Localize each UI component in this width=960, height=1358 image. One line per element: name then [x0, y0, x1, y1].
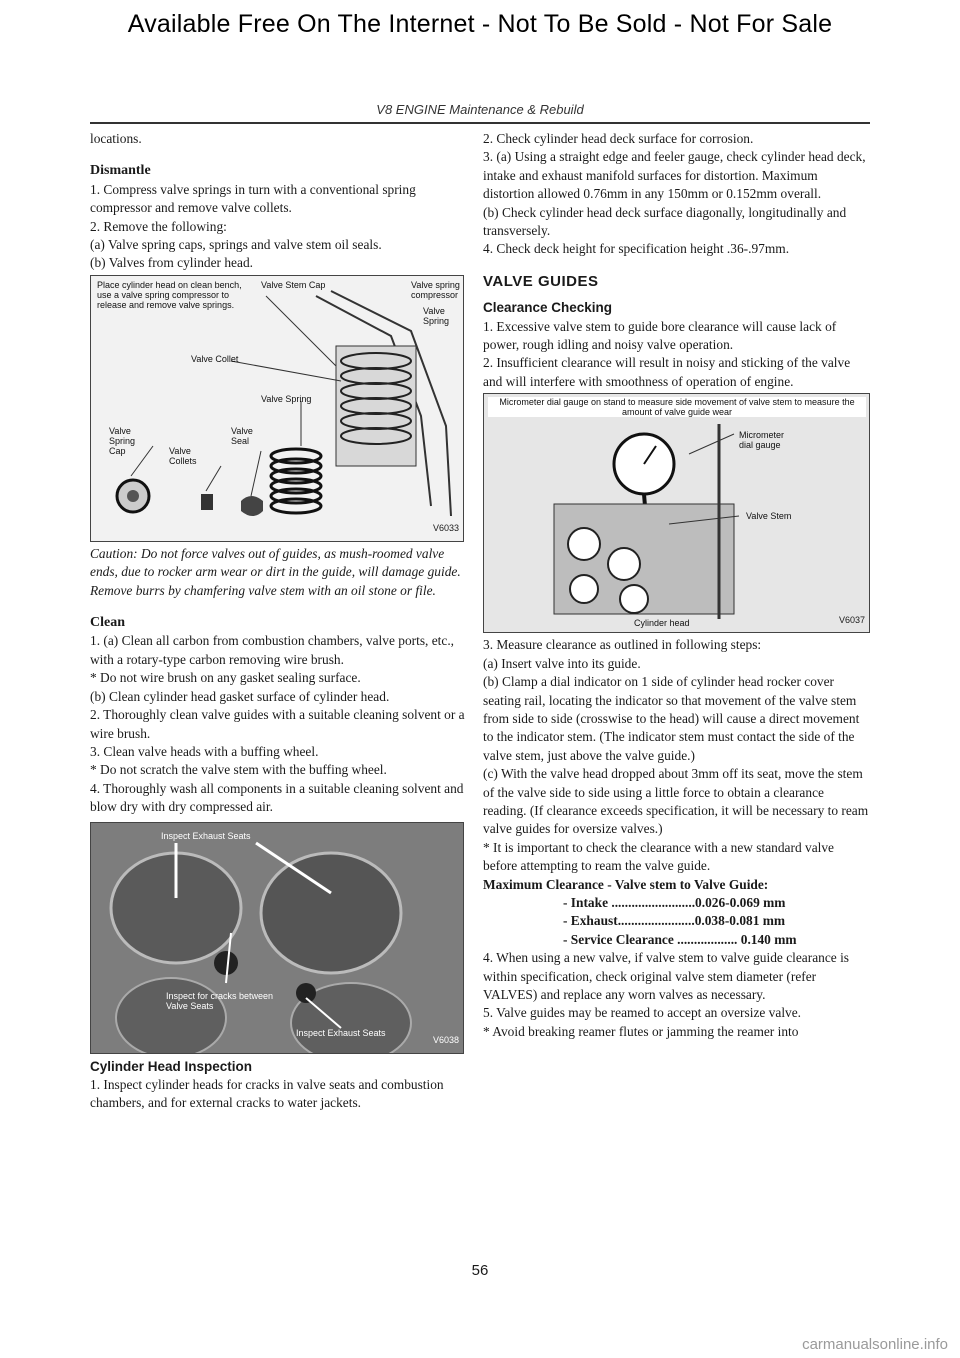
figure-cylinder-head-photo: [90, 822, 464, 1054]
copyright-banner: Available Free On The Internet - Not To Be Sold - Not For Sale: [127, 10, 833, 38]
spec-exhaust: - Exhaust.......................0.038-0.081 mm: [563, 913, 786, 929]
inspect-step-2: 2. Check cylinder head deck surface for corrosion.: [483, 131, 754, 146]
heading-dismantle: Dismantle: [90, 163, 151, 179]
heading-valve-guides: VALVE GUIDES: [483, 272, 599, 290]
guide-note-3: * It is important to check the clearance with a new standard valve before attempting to ream the valve guide.: [483, 839, 834, 874]
inspect-step-3a: 3. (a) Using a straight edge and feeler gauge, check cylinder head deck, intake and exhaust manifold surfaces for distortion. Maximum distortion allowed 0.76mm in any 150mm or 0.152mm overall.: [483, 149, 866, 202]
heading-cylinder-head-inspection: Cylinder Head Inspection: [90, 1058, 253, 1074]
clean-note-3: * Do not scratch the valve stem with the buffing wheel.: [90, 762, 387, 778]
label-valve-seal: Valve Seal: [231, 425, 253, 446]
clean-step-4: 4. Thoroughly wash all components in a suitable cleaning solvent and blow dry with dry compressed air.: [90, 780, 464, 815]
inspect-step-1: 1. Inspect cylinder heads for cracks in valve seats and combustion chambers, and for external cracks to water jackets.: [90, 1076, 444, 1111]
page-number: 56: [471, 1262, 489, 1279]
spec-intake: - Intake .........................0.026-0.069 mm: [563, 894, 786, 910]
guide-step-2: 2. Insufficient clearance will result in noisy and sticking of the valve and will interfere with smoothness of operation of engine.: [483, 355, 851, 389]
valve-spring-illustration: [91, 276, 463, 541]
clean-step-3: 3. Clean valve heads with a buffing wheel.: [90, 743, 319, 759]
label-valve-stem: Valve Stem: [746, 511, 792, 522]
figure-valve-spring-compressor: [90, 275, 464, 542]
label-valve-spring-compressor: Valve spring compressor: [411, 279, 460, 300]
label-valve-stem-cap: Valve Stem Cap: [261, 279, 326, 290]
guide-step-1: 1. Excessive valve stem to guide bore clearance will cause lack of power, rough idling and noisy valve operation.: [483, 318, 837, 353]
max-clearance-title: Maximum Clearance - Valve stem to Valve Guide:: [483, 876, 769, 892]
clean-note-1: * Do not wire brush on any gasket sealing surface.: [90, 670, 361, 686]
inspect-step-3b: (b) Check cylinder head deck surface diagonally, longitudinally and transversely.: [483, 204, 847, 239]
callout-dial-gauge: Micrometer dial gauge on stand to measure side movement of valve stem to measure the amount of valve guide wear: [488, 397, 866, 417]
label-inspect-cracks: Inspect for cracks between Valve Seats: [166, 990, 274, 1011]
clean-step-2: 2. Thoroughly clean valve guides with a suitable cleaning solvent or a wire brush.: [90, 707, 465, 741]
label-inspect-exhaust-top: Inspect Exhaust Seats: [161, 830, 251, 841]
continued-text: locations.: [90, 131, 142, 146]
dismantle-step-2a: (a) Valve spring caps, springs and valve stem oil seals.: [90, 237, 382, 253]
figure-dial-gauge: [483, 393, 870, 633]
figure-code: V6033: [432, 523, 459, 534]
heading-clearance-checking: Clearance Checking: [483, 300, 613, 316]
callout-place-head: Place cylinder head on clean bench, use a valve spring compressor to release and remove valve springs.: [97, 279, 242, 310]
spec-service: - Service Clearance .................. 0.140 mm: [563, 931, 797, 947]
label-valve-spring-right: Valve Spring: [423, 305, 450, 326]
left-column: [90, 130, 465, 1113]
guide-step-3a: (a) Insert valve into its guide.: [483, 655, 641, 671]
cylinder-head-photo-illustration: [91, 823, 463, 1053]
heading-clean: Clean: [90, 615, 125, 631]
running-head: V8 ENGINE Maintenance & Rebuild: [376, 102, 584, 117]
dismantle-step-2b: (b) Valves from cylinder head.: [90, 255, 253, 271]
figure-code: V6037: [838, 614, 865, 625]
clean-step-1a: 1. (a) Clean all carbon from combustion chambers, valve ports, etc., with a rotary-type carbon removing wire brush.: [90, 633, 455, 667]
guide-step-3c: (c) With the valve head dropped about 3mm off its seat, move the stem of the valve side to side using a little force to obtain a clearance reading. (If clearance exceeds specification, it will be necessary to ream valve guides for oversize valves.): [483, 766, 869, 837]
label-cylinder-head: Cylinder head: [634, 618, 690, 629]
label-valve-spring-cap: Valve Spring Cap: [109, 425, 136, 456]
footer-watermark: carmanualsonline.info: [802, 1336, 948, 1353]
guide-step-3b: (b) Clamp a dial indicator on 1 side of cylinder head rocker cover seating rail, locating the indicator so that movement of the valve stem from side to side (crosswise to the head) will cause a direct movement to the indicator stem. (The indicator stem must contact the side of the valve stem, just above the valve guide.): [483, 674, 860, 763]
clean-step-1b: (b) Clean cylinder head gasket surface of cylinder head.: [90, 688, 390, 704]
dismantle-step-1: 1. Compress valve springs in turn with a conventional spring compressor and remove valve collets.: [90, 181, 416, 216]
inspect-step-4: 4. Check deck height for specification height .36-.97mm.: [483, 241, 790, 257]
label-micrometer-dial-gauge: Micrometer dial gauge: [739, 430, 785, 451]
dial-gauge-illustration: [484, 394, 869, 632]
guide-step-4: 4. When using a new valve, if valve stem to valve guide clearance is within specification, check original valve stem diameter (refer VALVES) and replace any worn valves as necessary.: [483, 950, 850, 1002]
dismantle-step-2: 2. Remove the following:: [90, 218, 227, 234]
label-valve-collets: Valve Collets: [169, 445, 197, 466]
guide-step-5: 5. Valve guides may be reamed to accept an oversize valve.: [483, 1005, 802, 1021]
label-valve-collet: Valve Collet: [191, 353, 239, 364]
caution-note: Caution: Do not force valves out of guides, as mush-roomed valve ends, due to rocker arm wear or dirt in the guide, will damage guide. Remove burrs by chamfering valve stem with an oil stone or file.: [90, 545, 461, 598]
figure-code: V6038: [432, 1035, 459, 1046]
label-valve-spring-center: Valve Spring: [261, 393, 312, 404]
guide-note-5: * Avoid breaking reamer flutes or jamming the reamer into: [483, 1023, 799, 1039]
right-column: [483, 130, 870, 1041]
label-inspect-exhaust-bottom: Inspect Exhaust Seats: [296, 1027, 386, 1038]
header-rule: [90, 122, 870, 124]
guide-step-3: 3. Measure clearance as outlined in following steps:: [483, 637, 762, 653]
